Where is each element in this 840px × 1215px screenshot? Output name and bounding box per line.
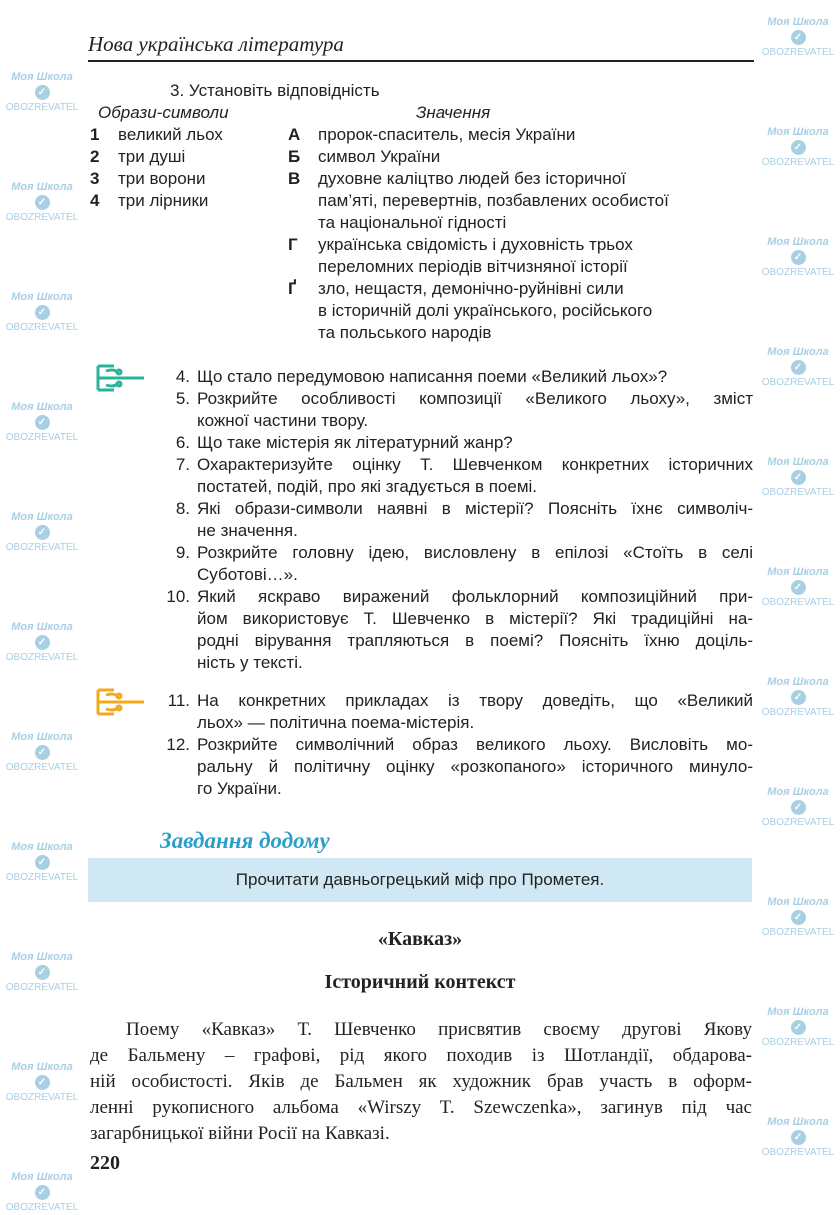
meaning-line: українська свідомість і духовність трьох [318, 235, 633, 254]
watermark-logo-icon: ✓ [35, 1075, 50, 1090]
watermark [758, 455, 838, 500]
watermark [758, 785, 838, 830]
question-item [160, 366, 753, 388]
homework-title: Завдання додому [160, 828, 330, 853]
question-line: Що стало передумовою написання поеми «Великий льох»? [197, 367, 668, 386]
watermark-brand-2: OBOZREVATEL [5, 872, 79, 883]
meaning-line: в історичній долі українського, російського [318, 301, 653, 320]
watermark-brand-1: Моя Школа [767, 456, 829, 468]
symbol-item [90, 146, 223, 168]
meaning-line: символ України [318, 147, 441, 166]
watermark [758, 15, 838, 60]
questions-group-1 [160, 366, 753, 674]
question-line: ральну й політичну оцінку «розкопаного» історичного минуло- [197, 757, 753, 776]
context-paragraph [90, 1017, 752, 1147]
meaning-letter: Б [288, 147, 301, 166]
meaning-item [288, 124, 669, 146]
watermark-brand-2: OBOZREVATEL [5, 762, 79, 773]
watermark [758, 125, 838, 170]
questions-group-2 [160, 690, 753, 800]
meaning-line: та національної гідності [318, 213, 507, 232]
question-number: 5. [175, 389, 190, 408]
watermark-logo-icon: ✓ [791, 910, 806, 925]
watermark-brand-1: Моя Школа [767, 896, 829, 908]
meaning-line: зло, нещастя, демонічно-руйнівні сили [318, 279, 624, 298]
watermark [2, 400, 82, 445]
watermark-logo-icon: ✓ [791, 800, 806, 815]
watermark [758, 235, 838, 280]
watermark-brand-2: OBOZREVATEL [761, 1037, 835, 1048]
ornament-icon-green [92, 362, 148, 399]
question-item [160, 690, 753, 734]
watermark-brand-1: Моя Школа [767, 676, 829, 688]
watermark-brand-1: Моя Школа [11, 731, 73, 743]
question-line: йом використовує Т. Шевченко в містерії? Які традиційні на- [197, 609, 753, 628]
symbol-number: 2 [90, 147, 100, 166]
question-line: На конкретних прикладах із твору доведіть, що «Великий [197, 691, 753, 710]
watermark-brand-2: OBOZREVATEL [761, 487, 835, 498]
question-number: 11. [167, 691, 190, 710]
question-line: ність у тексті. [197, 653, 303, 672]
question-number: 6. [175, 433, 190, 452]
watermark-logo-icon: ✓ [791, 30, 806, 45]
symbol-number: 4 [90, 191, 100, 210]
watermark-brand-2: OBOZREVATEL [761, 267, 835, 278]
watermark-brand-2: OBOZREVATEL [761, 157, 835, 168]
question-line: Розкрийте особливості композиції «Великого льоху», зміст [197, 389, 753, 408]
question-line: Які образи-символи наявні в містерії? Поясніть їхнє символіч- [197, 499, 753, 518]
watermark [758, 565, 838, 610]
watermark-brand-1: Моя Школа [11, 401, 73, 413]
watermark-logo-icon: ✓ [791, 140, 806, 155]
symbols-list [90, 124, 223, 212]
watermark-logo-icon: ✓ [791, 1020, 806, 1035]
meaning-line: духовне каліцтво людей без історичної [318, 169, 627, 188]
meanings-heading: Значення [416, 103, 491, 122]
paragraph-line: ній особистості. Яків де Бальмен як художник брав участь в оформ- [90, 1071, 752, 1092]
watermark-brand-1: Моя Школа [767, 126, 829, 138]
question-line: родні вірування трапляються в поемі? Поясніть їхню доціль- [197, 631, 753, 650]
symbol-text: великий льох [118, 125, 223, 144]
paragraph-line: Поему «Кавказ» Т. Шевченко присвятив своєму другові Якову [126, 1019, 752, 1040]
watermark-logo-icon: ✓ [791, 1130, 806, 1145]
watermark-brand-1: Моя Школа [767, 236, 829, 248]
question-line: Розкрийте символічний образ великого льоху. Висловіть мо- [197, 735, 753, 754]
watermark-brand-2: OBOZREVATEL [5, 542, 79, 553]
paragraph-line: де Бальмену – графові, рід якого походив із Шотландії, обдарова- [90, 1045, 752, 1066]
watermark-brand-2: OBOZREVATEL [761, 47, 835, 58]
meaning-item [288, 146, 669, 168]
watermark [2, 180, 82, 225]
question-line: не значення. [197, 521, 298, 540]
ornament-icon-orange [92, 686, 148, 723]
watermark-logo-icon: ✓ [791, 250, 806, 265]
paragraph-line: ленні рукописного альбома «Wirszy T. Szewczenka», загинув під час [90, 1097, 752, 1118]
watermark-brand-2: OBOZREVATEL [761, 707, 835, 718]
watermark-brand-1: Моя Школа [767, 1116, 829, 1128]
watermark-brand-1: Моя Школа [11, 1171, 73, 1183]
question-line: кожної частини твору. [197, 411, 369, 430]
watermark-logo-icon: ✓ [35, 745, 50, 760]
meaning-letter: В [288, 169, 301, 188]
symbol-item [90, 168, 223, 190]
symbol-item [90, 190, 223, 212]
question-number: 9. [175, 543, 190, 562]
question-line: Який яскраво виражений фольклорний композиційний при- [197, 587, 753, 606]
watermark-brand-2: OBOZREVATEL [761, 597, 835, 608]
question-item [160, 432, 753, 454]
question-item [160, 734, 753, 800]
section-title: «Кавказ» [377, 928, 463, 950]
watermark [758, 675, 838, 720]
watermark-logo-icon: ✓ [35, 635, 50, 650]
meaning-line: пам’яті, перевертнів, позбавлених особистої [318, 191, 669, 210]
question-item [160, 454, 753, 498]
meaning-line: та польського народів [318, 323, 492, 342]
question-line: льох» — політична поема-містерія. [197, 713, 475, 732]
meaning-letter: Ґ [288, 279, 297, 298]
watermark-brand-2: OBOZREVATEL [5, 432, 79, 443]
watermark-brand-2: OBOZREVATEL [761, 1147, 835, 1158]
running-header: Нова українська література [88, 32, 344, 56]
symbol-text: три душі [118, 147, 186, 166]
watermark-brand-1: Моя Школа [767, 786, 829, 798]
homework-box [88, 858, 752, 902]
symbols-heading: Образи-символи [98, 103, 229, 122]
question-item [160, 498, 753, 542]
question-item [160, 388, 753, 432]
symbol-text: три лірники [118, 191, 209, 210]
watermark [2, 620, 82, 665]
watermark-brand-2: OBOZREVATEL [5, 982, 79, 993]
watermark-brand-2: OBOZREVATEL [761, 927, 835, 938]
question-item [160, 542, 753, 586]
watermark [2, 840, 82, 885]
watermark-brand-2: OBOZREVATEL [5, 102, 79, 113]
watermark-brand-1: Моя Школа [767, 346, 829, 358]
watermark-brand-1: Моя Школа [11, 841, 73, 853]
section-subtitle: Історичний контекст [324, 971, 516, 993]
watermark [758, 1005, 838, 1050]
symbol-item [90, 124, 223, 146]
question-number: 4. [175, 367, 190, 386]
watermark-logo-icon: ✓ [35, 965, 50, 980]
question-number: 12. [166, 735, 190, 754]
watermark-logo-icon: ✓ [791, 580, 806, 595]
question-line: го України. [197, 779, 282, 798]
watermark-logo-icon: ✓ [35, 1185, 50, 1200]
meaning-letter: Г [288, 235, 298, 254]
watermark-logo-icon: ✓ [35, 415, 50, 430]
watermark-logo-icon: ✓ [791, 470, 806, 485]
question-number: 7. [175, 455, 190, 474]
question-line: Суботові…». [197, 565, 298, 584]
paragraph-line: загарбницької війни Росії на Кавказі. [90, 1123, 390, 1144]
watermark-logo-icon: ✓ [791, 690, 806, 705]
watermark-brand-1: Моя Школа [11, 621, 73, 633]
watermark-brand-1: Моя Школа [11, 1061, 73, 1073]
watermark-brand-2: OBOZREVATEL [5, 652, 79, 663]
watermark [758, 1115, 838, 1160]
watermark-logo-icon: ✓ [35, 195, 50, 210]
question-line: Розкрийте головну ідею, висловлену в епілозі «Стоїть в селі [197, 543, 753, 562]
watermark-logo-icon: ✓ [791, 360, 806, 375]
meaning-item [288, 168, 669, 234]
watermark [758, 345, 838, 390]
meanings-list [288, 124, 669, 344]
header-rule [88, 60, 754, 62]
watermark-brand-1: Моя Школа [767, 16, 829, 28]
question-line: постатей, подій, про які згадується в поемі. [197, 477, 538, 496]
watermark-brand-2: OBOZREVATEL [5, 1202, 79, 1213]
watermark [2, 70, 82, 115]
watermark [2, 510, 82, 555]
meaning-item [288, 278, 669, 344]
question-item [160, 586, 753, 674]
symbol-text: три ворони [118, 169, 206, 188]
question-line: Що таке містерія як літературний жанр? [197, 433, 513, 452]
watermark-brand-2: OBOZREVATEL [5, 1092, 79, 1103]
meaning-letter: А [288, 125, 301, 144]
symbol-number: 3 [90, 169, 100, 188]
question-number: 8. [175, 499, 190, 518]
watermark-logo-icon: ✓ [35, 855, 50, 870]
watermark [2, 290, 82, 335]
watermark-brand-2: OBOZREVATEL [761, 817, 835, 828]
watermark-brand-2: OBOZREVATEL [761, 377, 835, 388]
watermark-logo-icon: ✓ [35, 305, 50, 320]
watermark-brand-1: Моя Школа [11, 291, 73, 303]
question-number: 10. [166, 587, 190, 606]
watermark-brand-2: OBOZREVATEL [5, 212, 79, 223]
watermark-brand-1: Моя Школа [11, 511, 73, 523]
watermark-logo-icon: ✓ [35, 525, 50, 540]
task3-title: 3. Установіть відповідність [170, 81, 380, 100]
symbol-number: 1 [90, 125, 100, 144]
homework-text: Прочитати давньогрецький міф про Прометея. [235, 870, 605, 889]
question-line: Охарактеризуйте оцінку Т. Шевченком конкретних історичних [197, 455, 753, 474]
watermark [2, 1060, 82, 1105]
watermark [2, 730, 82, 775]
watermark-brand-1: Моя Школа [767, 1006, 829, 1018]
watermark-brand-1: Моя Школа [11, 181, 73, 193]
page-number: 220 [90, 1152, 120, 1174]
watermark-brand-1: Моя Школа [11, 71, 73, 83]
watermark-brand-1: Моя Школа [11, 951, 73, 963]
watermark-brand-1: Моя Школа [767, 566, 829, 578]
watermark-brand-2: OBOZREVATEL [5, 322, 79, 333]
meaning-item [288, 234, 669, 278]
meaning-line: пророк-спаситель, месія України [318, 125, 576, 144]
meaning-line: переломних періодів вітчизняної історії [318, 257, 628, 276]
watermark-logo-icon: ✓ [35, 85, 50, 100]
watermark [2, 1170, 82, 1215]
